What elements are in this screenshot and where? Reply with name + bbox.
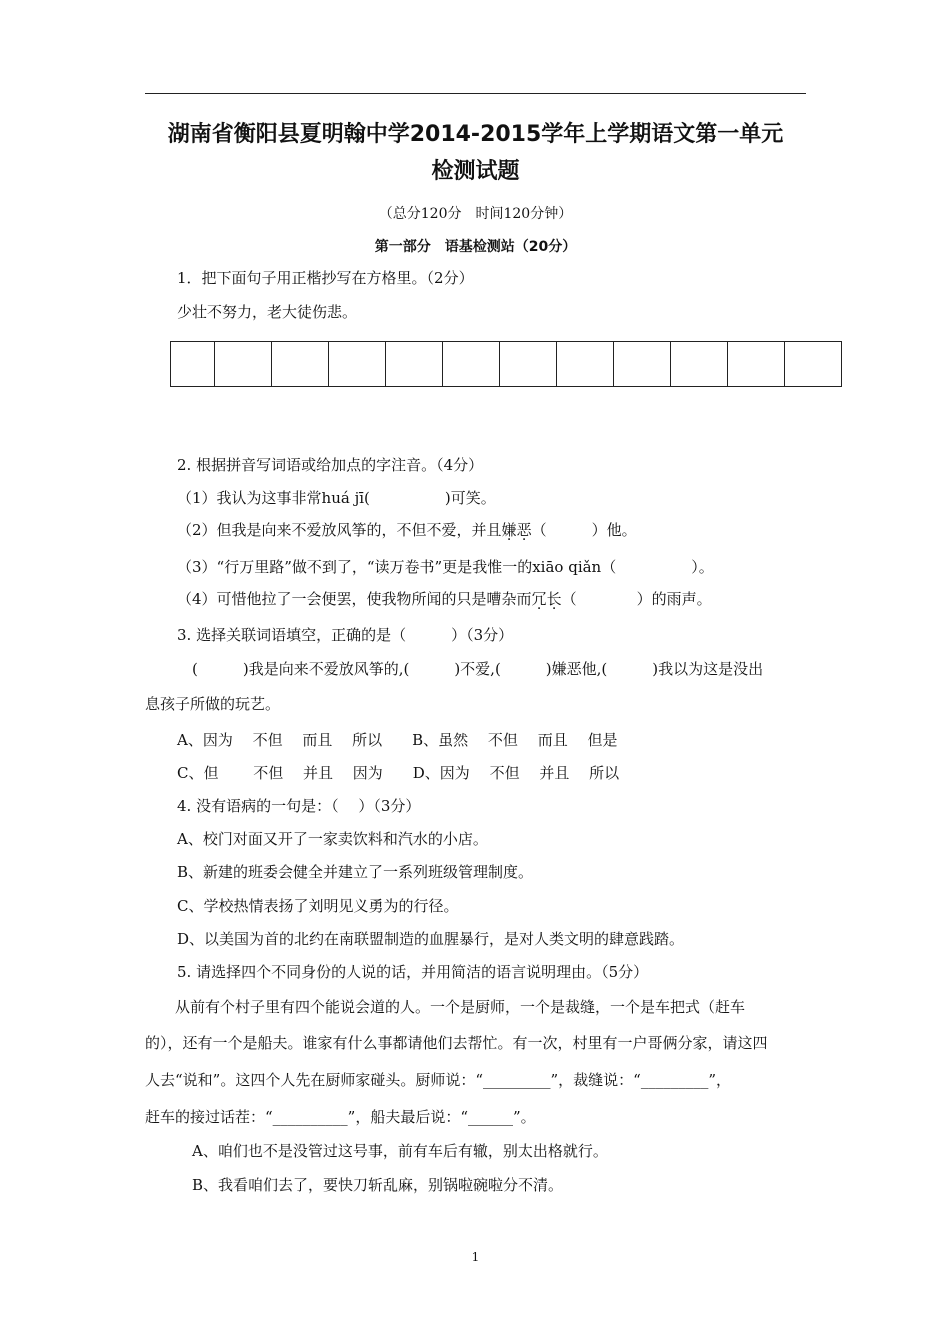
q4-option-b: B、新建的班委会健全并建立了一系列班级管理制度。: [177, 863, 534, 881]
grid-cell[interactable]: [272, 342, 329, 386]
grid-cell[interactable]: [671, 342, 728, 386]
dotted-char: 恶: [516, 521, 532, 539]
q5-para-line4: 赶车的接过话茬：“__________”，船夫最后说：“______”。: [145, 1108, 536, 1126]
q2-prompt: 2. 根据拼音写词语或给加点的字注音。（4分）: [177, 456, 484, 474]
q1-sentence: 少壮不努力，老大徒伤悲。: [177, 303, 358, 321]
exam-title-line1: 湖南省衡阳县夏明翰中学2014-2015学年上学期语文第一单元: [167, 122, 784, 147]
page-number: 1: [471, 1250, 480, 1264]
grid-cell[interactable]: [785, 342, 841, 386]
q3-options-ab: A、因为 不但 而且 所以 B、虽然 不但 而且 但是: [177, 731, 618, 749]
q3-prompt: 3. 选择关联词语填空，正确的是（ ）（3分）: [177, 626, 514, 644]
q3-line2: 息孩子所做的玩艺。: [145, 695, 281, 713]
exam-subtitle: （总分120分 时间120分钟）: [378, 206, 573, 222]
q5-option-a: A、咱们也不是没管过这号事，前有车后有辙，别太出格就行。: [177, 1142, 608, 1160]
q5-option-b: B、我看咱们去了，要快刀斩乱麻，别锅啦碗啦分不清。: [177, 1176, 564, 1194]
grid-cell[interactable]: [614, 342, 671, 386]
q3-options-cd: C、但 不但 并且 因为 D、因为 不但 并且 所以: [177, 764, 620, 782]
q1-prompt: 1．把下面句子用正楷抄写在方格里。（2分）: [177, 269, 474, 287]
section-heading: 第一部分 语基检测站（20分）: [374, 239, 577, 255]
q4-option-a: A、校门对面又开了一家卖饮料和汽水的小店。: [177, 830, 488, 848]
grid-cell[interactable]: [386, 342, 443, 386]
grid-cell[interactable]: [171, 342, 215, 386]
grid-cell[interactable]: [728, 342, 785, 386]
grid-cell[interactable]: [215, 342, 272, 386]
q5-para-line1: 从前有个村子里有四个能说会道的人。一个是厨师，一个是裁缝，一个是车把式（赶车: [145, 998, 746, 1016]
header-rule: [145, 93, 806, 94]
q2-item2: （2）但我是向来不爱放风筝的，不但不爱，并且嫌恶（ ）他。: [177, 521, 637, 539]
q2-item4: （4）可惜他拉了一会便罢，使我物所闻的只是嘈杂而冗长（ ）的雨声。: [177, 590, 712, 608]
exam-title-line2: 检测试题: [431, 159, 520, 184]
writing-grid: [170, 341, 842, 387]
q2-item3: （3）“行万里路”做不到了，“读万卷书”更是我惟一的xiāo qiǎn（ ）。: [177, 558, 714, 576]
q5-prompt: 5. 请选择四个不同身份的人说的话，并用简洁的语言说明理由。（5分）: [177, 963, 649, 981]
q3-line1: ( )我是向来不爱放风筝的,( )不爱,( )嫌恶他,( )我以为这是没出: [177, 660, 764, 678]
grid-cell[interactable]: [557, 342, 614, 386]
dotted-char: 长: [546, 590, 562, 608]
q5-para-line3: 人去“说和”。这四个人先在厨师家碰头。厨师说：“_________”，裁缝说：“_________”，: [145, 1071, 732, 1089]
grid-cell[interactable]: [500, 342, 557, 386]
q4-option-d: D、以美国为首的北约在南联盟制造的血腥暴行，是对人类文明的肆意践踏。: [177, 930, 685, 948]
q5-para-line2: 的），还有一个是船夫。谁家有什么事都请他们去帮忙。有一次，村里有一户哥俩分家，请这四: [145, 1034, 768, 1052]
q4-prompt: 4. 没有语病的一句是：（ ）（3分）: [177, 797, 421, 815]
grid-cell[interactable]: [443, 342, 500, 386]
q2-item1: （1）我认为这事非常huá jī( )可笑。: [177, 489, 496, 507]
grid-cell[interactable]: [329, 342, 386, 386]
q4-option-c: C、学校热情表扬了刘明见义勇为的行径。: [177, 897, 459, 915]
dotted-char: 冗: [531, 590, 547, 608]
dotted-char: 嫌: [501, 521, 517, 539]
